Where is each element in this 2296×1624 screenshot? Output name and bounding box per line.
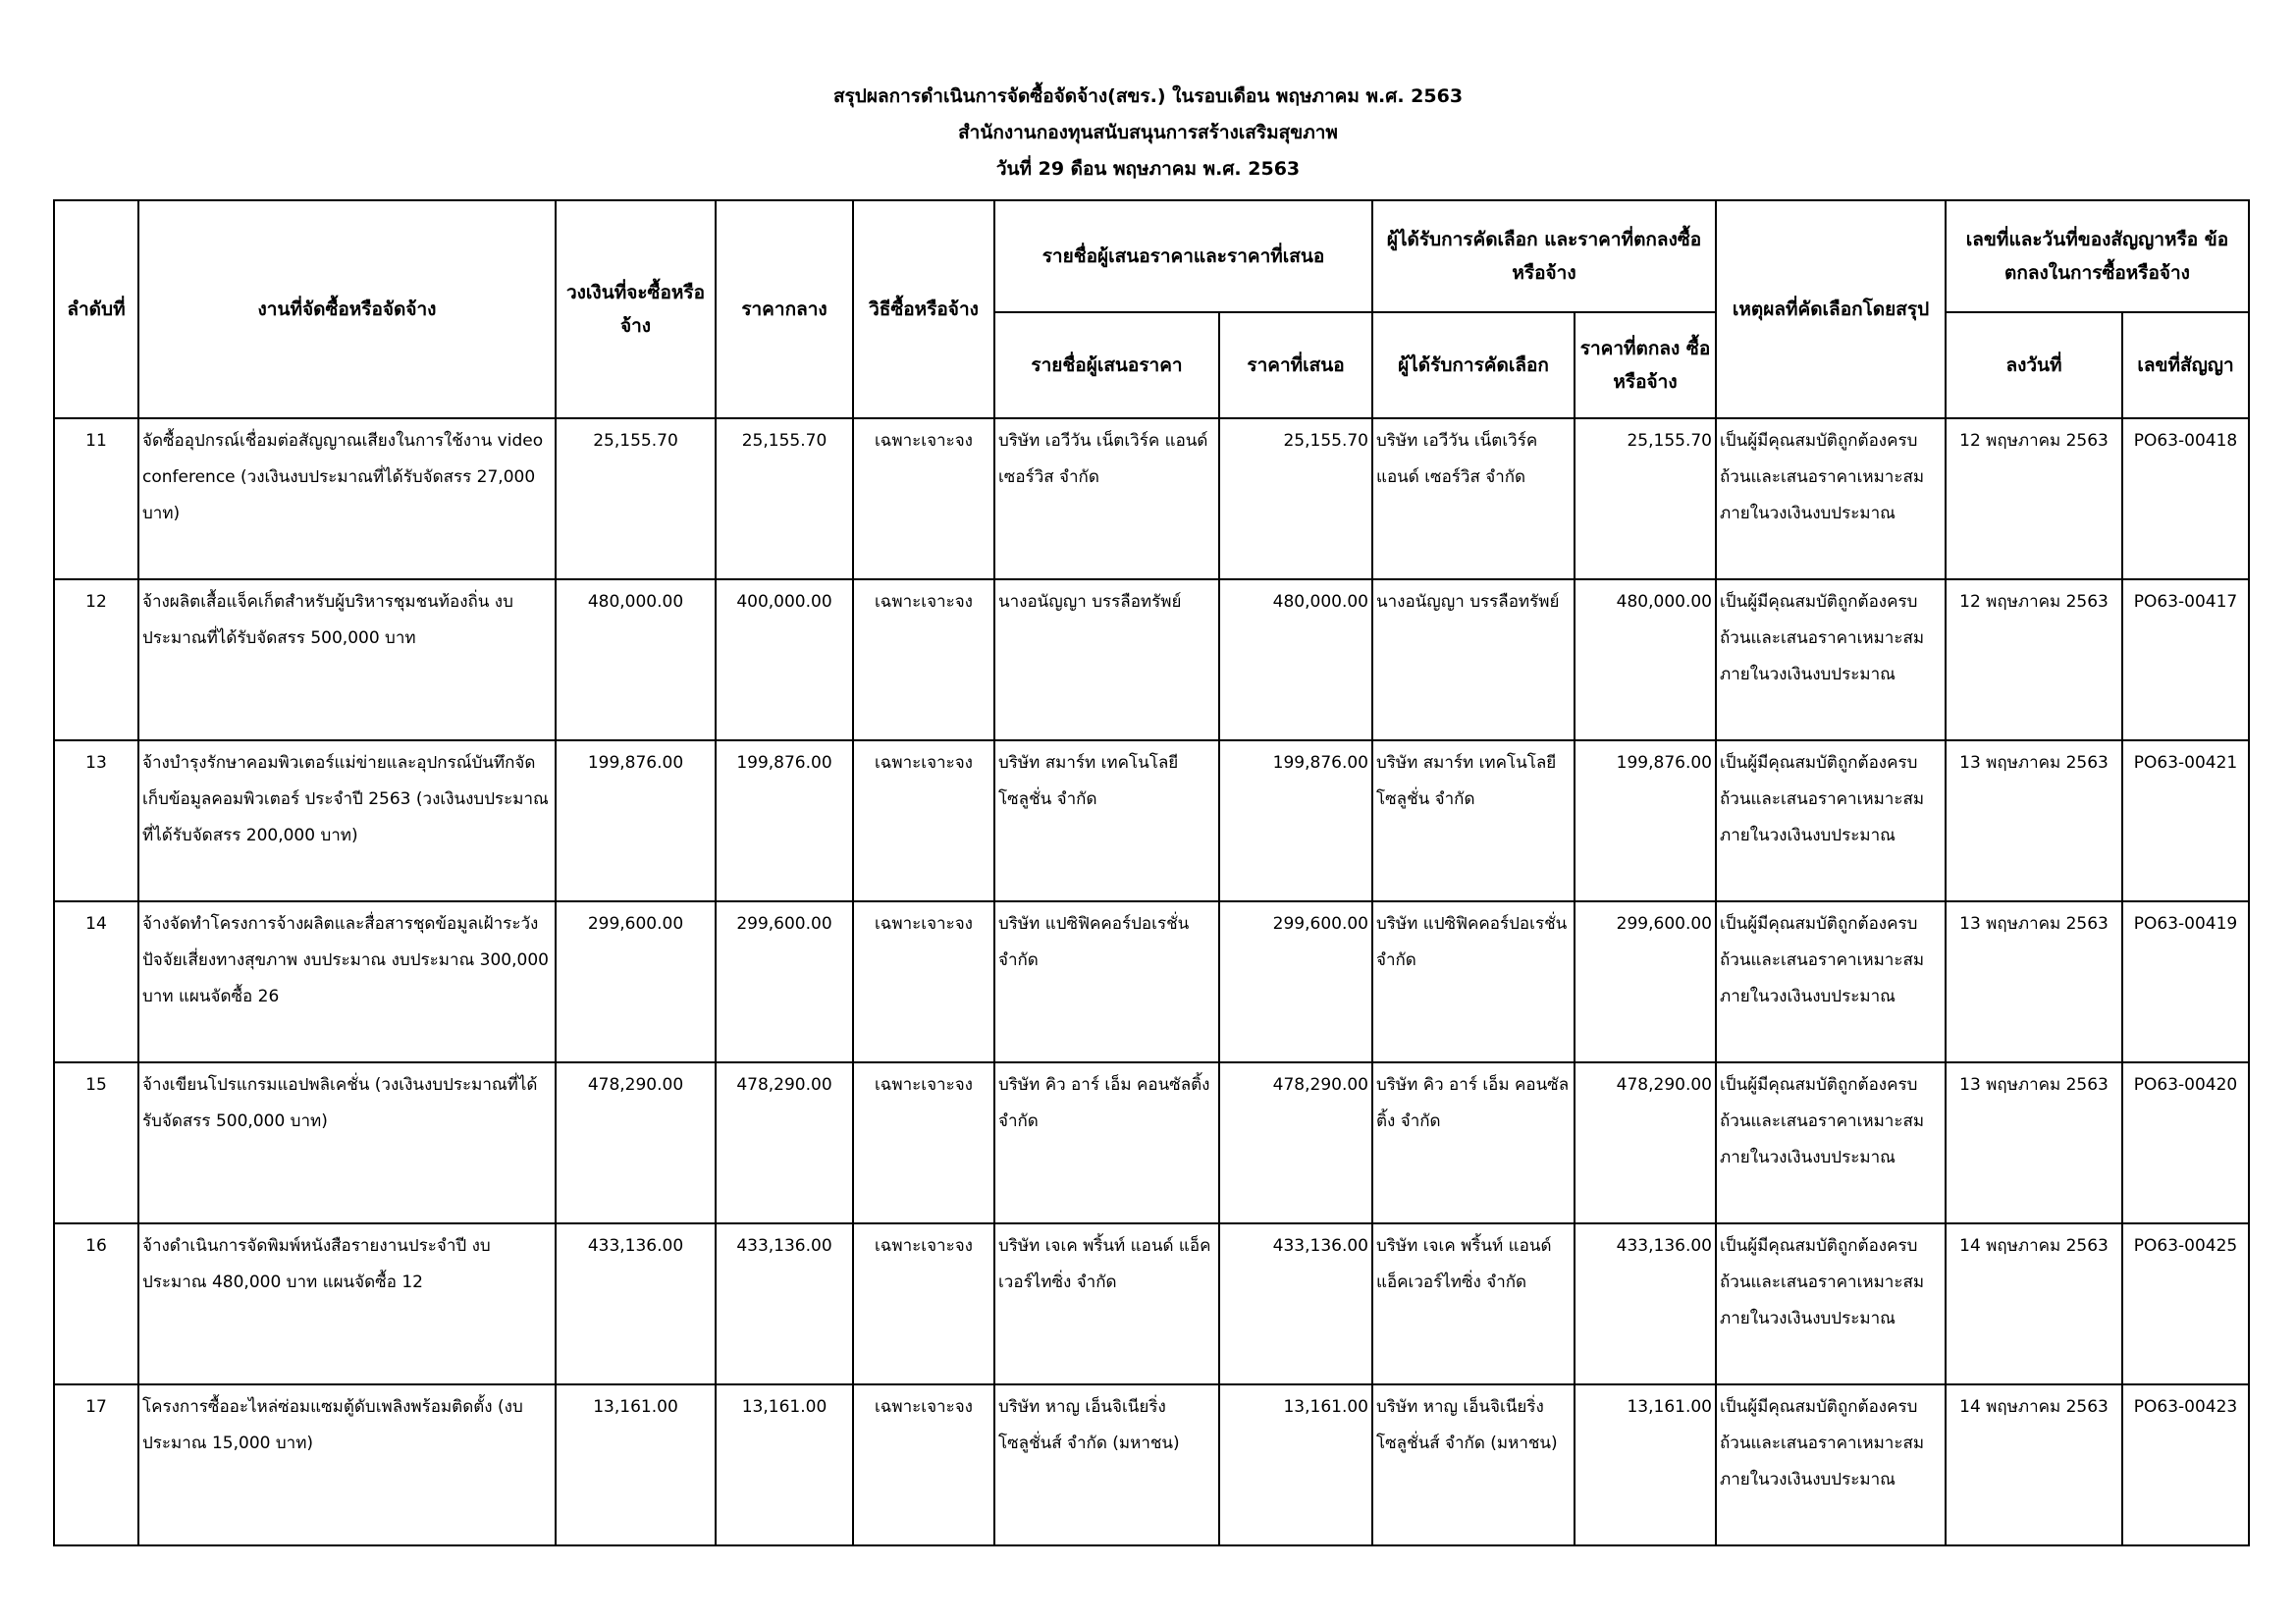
cell-bid-price: 13,161.00	[1219, 1384, 1372, 1545]
cell-agreed-price: 25,155.70	[1575, 418, 1716, 579]
cell-method: เฉพาะเจาะจง	[853, 901, 994, 1062]
cell-task: จ้างบำรุงรักษาคอมพิวเตอร์แม่ข่ายและอุปกรณ์บันทึกจัดเก็บข้อมูลคอมพิวเตอร์ ประจำปี 2563 (วงเงินงบประมาณที่ได้รับจัดสรร 200,000 บาท)	[138, 740, 556, 901]
procurement-table	[53, 199, 2250, 1546]
cell-contract-no: PO63-00418	[2122, 418, 2249, 579]
header-reason: เหตุผลที่คัดเลือกโดยสรุป	[1716, 200, 1946, 418]
cell-agreed-price: 299,600.00	[1575, 901, 1716, 1062]
cell-contract-no: PO63-00421	[2122, 740, 2249, 901]
cell-median-price: 299,600.00	[716, 901, 853, 1062]
table-row	[54, 901, 2249, 1062]
cell-no: 12	[54, 579, 138, 740]
cell-bid-price: 199,876.00	[1219, 740, 1372, 901]
cell-no: 17	[54, 1384, 138, 1545]
cell-bid-price: 299,600.00	[1219, 901, 1372, 1062]
cell-selected-name: บริษัท แปซิฟิคคอร์ปอเรชั่น จำกัด	[1372, 901, 1575, 1062]
cell-task: จัดซื้ออุปกรณ์เชื่อมต่อสัญญาณเสียงในการใช้งาน video conference (วงเงินงบประมาณที่ได้รับจัดสรร 27,000 บาท)	[138, 418, 556, 579]
cell-budget: 13,161.00	[556, 1384, 716, 1545]
cell-median-price: 25,155.70	[716, 418, 853, 579]
cell-no: 11	[54, 418, 138, 579]
cell-selected-name: บริษัท สมาร์ท เทคโนโลยี โซลูชั่น จำกัด	[1372, 740, 1575, 901]
cell-contract-no: PO63-00417	[2122, 579, 2249, 740]
cell-bidder-name: บริษัท เอวีวัน เน็ตเวิร์ค แอนด์ เซอร์วิส จำกัด	[994, 418, 1219, 579]
cell-method: เฉพาะเจาะจง	[853, 418, 994, 579]
header-budget: วงเงินที่จะซื้อหรือจ้าง	[556, 200, 716, 418]
cell-reason: เป็นผู้มีคุณสมบัติถูกต้องครบถ้วนและเสนอราคาเหมาะสมภายในวงเงินงบประมาณ	[1716, 740, 1946, 901]
cell-budget: 480,000.00	[556, 579, 716, 740]
header-contract-group: เลขที่และวันที่ของสัญญาหรือ ข้อตกลงในการซื้อหรือจ้าง	[1946, 200, 2249, 312]
cell-task: โครงการซื้ออะไหล่ซ่อมแซมตู้ดับเพลิงพร้อมติดตั้ง (งบประมาณ 15,000 บาท)	[138, 1384, 556, 1545]
cell-selected-name: บริษัท เอวีวัน เน็ตเวิร์ค แอนด์ เซอร์วิส จำกัด	[1372, 418, 1575, 579]
header-median-price: ราคากลาง	[716, 200, 853, 418]
cell-budget: 478,290.00	[556, 1062, 716, 1223]
cell-task: จ้างเขียนโปรแกรมแอปพลิเคชั่น (วงเงินงบประมาณที่ได้รับจัดสรร 500,000 บาท)	[138, 1062, 556, 1223]
cell-contract-no: PO63-00425	[2122, 1223, 2249, 1384]
table-row	[54, 418, 2249, 579]
header-selected-group: ผู้ได้รับการคัดเลือก และราคาที่ตกลงซื้อหรือจ้าง	[1372, 200, 1716, 312]
table-row	[54, 1062, 2249, 1223]
cell-median-price: 400,000.00	[716, 579, 853, 740]
cell-bid-price: 25,155.70	[1219, 418, 1372, 579]
cell-bidder-name: บริษัท หาญ เอ็นจิเนียริ่ง โซลูชั่นส์ จำกัด (มหาชน)	[994, 1384, 1219, 1545]
cell-no: 14	[54, 901, 138, 1062]
cell-selected-name: บริษัท หาญ เอ็นจิเนียริ่ง โซลูชั่นส์ จำกัด (มหาชน)	[1372, 1384, 1575, 1545]
cell-contract-no: PO63-00423	[2122, 1384, 2249, 1545]
cell-contract-date: 12 พฤษภาคม 2563	[1946, 579, 2122, 740]
cell-bidder-name: บริษัท คิว อาร์ เอ็ม คอนซัลติ้ง จำกัด	[994, 1062, 1219, 1223]
cell-selected-name: บริษัท เจเค พริ้นท์ แอนด์ แอ็คเวอร์ไทซิ่ง จำกัด	[1372, 1223, 1575, 1384]
table-body	[54, 418, 2249, 1545]
table-row	[54, 740, 2249, 901]
cell-selected-name: บริษัท คิว อาร์ เอ็ม คอนซัลติ้ง จำกัด	[1372, 1062, 1575, 1223]
cell-method: เฉพาะเจาะจง	[853, 1384, 994, 1545]
cell-reason: เป็นผู้มีคุณสมบัติถูกต้องครบถ้วนและเสนอราคาเหมาะสมภายในวงเงินงบประมาณ	[1716, 579, 1946, 740]
cell-budget: 25,155.70	[556, 418, 716, 579]
cell-reason: เป็นผู้มีคุณสมบัติถูกต้องครบถ้วนและเสนอราคาเหมาะสมภายในวงเงินงบประมาณ	[1716, 901, 1946, 1062]
cell-agreed-price: 433,136.00	[1575, 1223, 1716, 1384]
cell-contract-date: 13 พฤษภาคม 2563	[1946, 901, 2122, 1062]
cell-median-price: 199,876.00	[716, 740, 853, 901]
cell-contract-no: PO63-00420	[2122, 1062, 2249, 1223]
cell-agreed-price: 199,876.00	[1575, 740, 1716, 901]
cell-contract-date: 14 พฤษภาคม 2563	[1946, 1223, 2122, 1384]
cell-no: 15	[54, 1062, 138, 1223]
cell-reason: เป็นผู้มีคุณสมบัติถูกต้องครบถ้วนและเสนอราคาเหมาะสมภายในวงเงินงบประมาณ	[1716, 418, 1946, 579]
header-bidder-name: รายชื่อผู้เสนอราคา	[994, 312, 1219, 418]
cell-agreed-price: 478,290.00	[1575, 1062, 1716, 1223]
cell-no: 16	[54, 1223, 138, 1384]
cell-budget: 299,600.00	[556, 901, 716, 1062]
cell-bidder-name: บริษัท เจเค พริ้นท์ แอนด์ แอ็คเวอร์ไทซิ่ง จำกัด	[994, 1223, 1219, 1384]
cell-method: เฉพาะเจาะจง	[853, 740, 994, 901]
cell-reason: เป็นผู้มีคุณสมบัติถูกต้องครบถ้วนและเสนอราคาเหมาะสมภายในวงเงินงบประมาณ	[1716, 1062, 1946, 1223]
cell-method: เฉพาะเจาะจง	[853, 1062, 994, 1223]
cell-task: จ้างดำเนินการจัดพิมพ์หนังสือรายงานประจำปี งบประมาณ 480,000 บาท แผนจัดซื้อ 12	[138, 1223, 556, 1384]
table-row	[54, 1384, 2249, 1545]
cell-contract-date: 12 พฤษภาคม 2563	[1946, 418, 2122, 579]
header-task: งานที่จัดซื้อหรือจัดจ้าง	[138, 200, 556, 418]
cell-method: เฉพาะเจาะจง	[853, 1223, 994, 1384]
cell-median-price: 13,161.00	[716, 1384, 853, 1545]
cell-budget: 199,876.00	[556, 740, 716, 901]
cell-agreed-price: 480,000.00	[1575, 579, 1716, 740]
cell-reason: เป็นผู้มีคุณสมบัติถูกต้องครบถ้วนและเสนอราคาเหมาะสมภายในวงเงินงบประมาณ	[1716, 1223, 1946, 1384]
header-selected-name: ผู้ได้รับการคัดเลือก	[1372, 312, 1575, 418]
cell-bidder-name: นางอนัญญา บรรลือทรัพย์	[994, 579, 1219, 740]
header-method: วิธีซื้อหรือจ้าง	[853, 200, 994, 418]
cell-selected-name: นางอนัญญา บรรลือทรัพย์	[1372, 579, 1575, 740]
cell-no: 13	[54, 740, 138, 901]
cell-task: จ้างจัดทำโครงการจ้างผลิตและสื่อสารชุดข้อมูลเฝ้าระวังปัจจัยเสี่ยงทางสุขภาพ งบประมาณ งบประมาณ 300,000 บาท แผนจัดซื้อ 26	[138, 901, 556, 1062]
cell-method: เฉพาะเจาะจง	[853, 579, 994, 740]
table-header	[54, 200, 2249, 418]
cell-bid-price: 433,136.00	[1219, 1223, 1372, 1384]
title-line-2: สำนักงานกองทุนสนับสนุนการสร้างเสริมสุขภาพ	[958, 122, 1338, 143]
cell-contract-date: 14 พฤษภาคม 2563	[1946, 1384, 2122, 1545]
cell-budget: 433,136.00	[556, 1223, 716, 1384]
cell-agreed-price: 13,161.00	[1575, 1384, 1716, 1545]
header-contract-no: เลขที่สัญญา	[2122, 312, 2249, 418]
cell-reason: เป็นผู้มีคุณสมบัติถูกต้องครบถ้วนและเสนอราคาเหมาะสมภายในวงเงินงบประมาณ	[1716, 1384, 1946, 1545]
header-bidders-group: รายชื่อผู้เสนอราคาและราคาที่เสนอ	[994, 200, 1372, 312]
cell-contract-date: 13 พฤษภาคม 2563	[1946, 1062, 2122, 1223]
cell-median-price: 478,290.00	[716, 1062, 853, 1223]
cell-median-price: 433,136.00	[716, 1223, 853, 1384]
table-row	[54, 579, 2249, 740]
cell-task: จ้างผลิตเสื้อแจ็คเก็ตสำหรับผู้บริหารชุมชนท้องถิ่น งบประมาณที่ได้รับจัดสรร 500,000 บาท	[138, 579, 556, 740]
header-no: ลำดับที่	[54, 200, 138, 418]
cell-contract-no: PO63-00419	[2122, 901, 2249, 1062]
cell-bid-price: 480,000.00	[1219, 579, 1372, 740]
header-contract-date: ลงวันที่	[1946, 312, 2122, 418]
table-row	[54, 1223, 2249, 1384]
cell-contract-date: 13 พฤษภาคม 2563	[1946, 740, 2122, 901]
document-title	[0, 79, 2296, 188]
title-line-3: วันที่ 29 ดือน พฤษภาคม พ.ศ. 2563	[995, 158, 1301, 180]
header-bid-price: ราคาที่เสนอ	[1219, 312, 1372, 418]
header-agreed-price: ราคาที่ตกลง ซื้อหรือจ้าง	[1575, 312, 1716, 418]
cell-bid-price: 478,290.00	[1219, 1062, 1372, 1223]
title-line-1: สรุปผลการดำเนินการจัดซื้อจัดจ้าง(สขร.) ในรอบเดือน พฤษภาคม พ.ศ. 2563	[832, 85, 1464, 107]
cell-bidder-name: บริษัท สมาร์ท เทคโนโลยี โซลูชั่น จำกัด	[994, 740, 1219, 901]
cell-bidder-name: บริษัท แปซิฟิคคอร์ปอเรชั่น จำกัด	[994, 901, 1219, 1062]
